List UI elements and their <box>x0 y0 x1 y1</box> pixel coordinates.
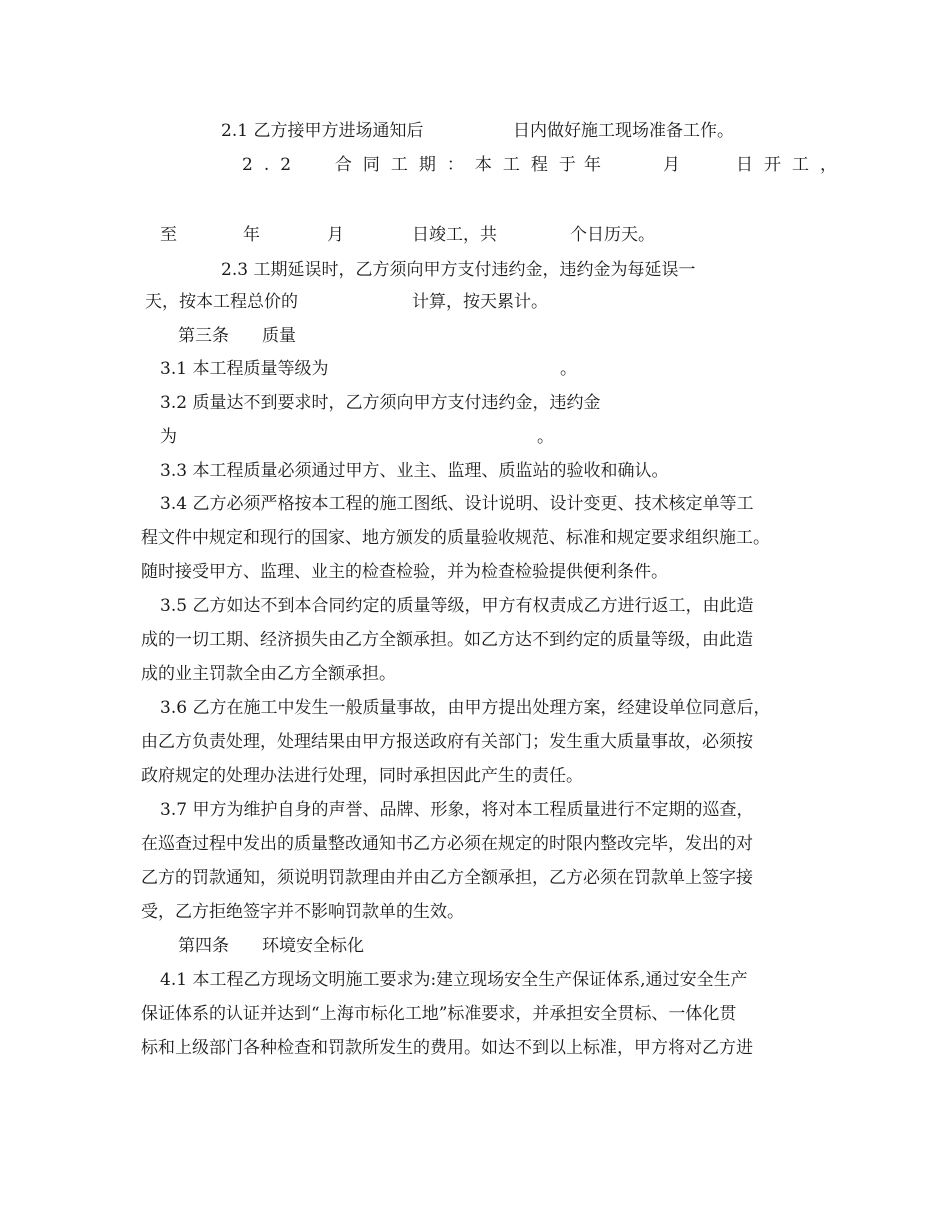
clause-3-5-line: 3.5 乙方如达不到本合同约定的质量等级，甲方有权责成乙方进行返工，由此造 <box>160 596 754 616</box>
clause-3-6-line: 3.6 乙方在施工中发生一般质量事故，由甲方提出处理方案，经建设单位同意后， <box>160 698 771 718</box>
clause-3-4-line: 随时接受甲方、监理、业主的检查检验，并为检查检验提供便利条件。 <box>141 562 668 582</box>
clause-3-7-line: 受，乙方拒绝签字并不影响罚款单的生效。 <box>141 902 464 922</box>
clause-2-2-text: 2.2 合同工期：本工程于 <box>242 155 587 175</box>
clause-4-1-line: 4.1 本工程乙方现场文明施工要求为:建立现场安全生产保证体系,通过安全生产 <box>160 970 748 990</box>
clause-2-1-text: 2.1 乙方接甲方进场通知后 <box>221 121 424 141</box>
clause-2-2-to: 至 <box>160 225 177 245</box>
clause-2-2-end-year: 年 <box>243 225 260 245</box>
clause-3-4-line: 程文件中规定和现行的国家、地方颁发的质量验收规范、标准和规定要求组织施工。 <box>141 528 770 548</box>
article-3-number: 第三条 <box>178 326 229 346</box>
clause-3-5-line: 成的业主罚款全由乙方全额承担。 <box>141 664 396 684</box>
article-3-title: 质量 <box>262 326 296 346</box>
clause-3-6-line: 政府规定的处理办法进行处理，同时承担因此产生的责任。 <box>141 766 583 786</box>
clause-3-1-end: 。 <box>560 359 577 379</box>
clause-3-6-line: 由乙方负责处理，处理结果由甲方报送政府有关部门；发生重大质量事故，必须按 <box>141 732 753 752</box>
article-4-title: 环境安全标化 <box>262 936 364 956</box>
clause-2-3-text: 2.3 工期延误时，乙方须向甲方支付违约金，违约金为每延误一 <box>221 260 696 280</box>
clause-3-7-line: 乙方的罚款通知，须说明罚款理由并由乙方全额承担，乙方必须在罚款单上签字接 <box>141 868 753 888</box>
clause-2-2-month: 月 <box>663 155 680 175</box>
clause-3-4-line: 3.4 乙方必须严格按本工程的施工图纸、设计说明、设计变更、技术核定单等工 <box>160 494 754 514</box>
clause-3-7-line: 在巡查过程中发出的质量整改通知书乙方必须在规定的时限内整改完毕，发出的对 <box>141 834 753 854</box>
clause-2-1-text-cont: 日内做好施工现场准备工作。 <box>513 121 734 141</box>
clause-4-1-line: 标和上级部门各种检查和罚款所发生的费用。如达不到以上标准，甲方将对乙方进 <box>141 1038 753 1058</box>
clause-3-2-text-2: 为 <box>160 427 177 447</box>
clause-3-3-text: 3.3 本工程质量必须通过甲方、业主、监理、质监站的验收和确认。 <box>160 461 669 481</box>
clause-2-3-text-2: 天，按本工程总价的 <box>145 292 298 312</box>
clause-2-2-day-start: 日开工， <box>736 155 848 175</box>
clause-3-2-text: 3.2 质量达不到要求时，乙方须向甲方支付违约金，违约金 <box>160 393 601 413</box>
clause-2-2-days: 个日历天。 <box>570 225 655 245</box>
clause-2-3-text-3: 计算，按天累计。 <box>412 292 548 312</box>
clause-2-2-completion: 日竣工，共 <box>412 225 497 245</box>
article-4-number: 第四条 <box>178 936 229 956</box>
clause-2-2-year: 年 <box>584 155 601 175</box>
clause-3-7-line: 3.7 甲方为维护自身的声誉、品牌、形象，将对本工程质量进行不定期的巡查， <box>160 800 754 820</box>
clause-4-1-line: 保证体系的认证并达到“上海市标化工地”标准要求，并承担安全贯标、一体化贯 <box>141 1004 737 1024</box>
clause-3-5-line: 成的一切工期、经济损失由乙方全额承担。如乙方达不到约定的质量等级，由此造 <box>141 630 753 650</box>
clause-2-2-end-month: 月 <box>327 225 344 245</box>
clause-3-1-text: 3.1 本工程质量等级为 <box>160 359 329 379</box>
clause-3-2-end: 。 <box>537 427 554 447</box>
